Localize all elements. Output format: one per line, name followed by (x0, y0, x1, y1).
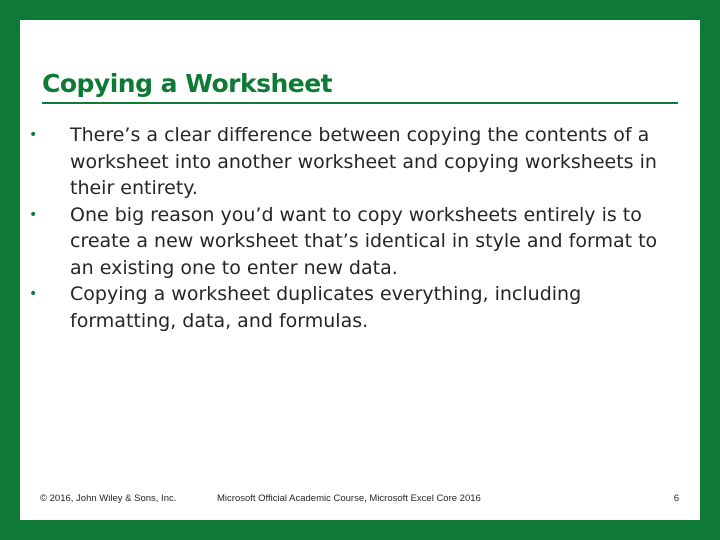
bullet-marker: • (29, 286, 38, 302)
bullet-item (20, 281, 700, 334)
bullet-list (20, 122, 700, 334)
bullet-marker: • (29, 127, 38, 143)
bullet-item (20, 122, 700, 202)
footer-page-number: 6 (673, 493, 679, 504)
slide-title: Copying a Worksheet (42, 69, 333, 98)
bullet-text: One big reason you’d want to copy worksheets entirely is to create a new worksheet that’s identical in style and format to an existing one to enter new data. (70, 203, 658, 279)
footer-course: Microsoft Official Academic Course, Microsoft Excel Core 2016 (217, 493, 481, 504)
bullet-text: Copying a worksheet duplicates everything, including formatting, data, and formulas. (70, 283, 582, 332)
bullet-text: There’s a clear difference between copying the contents of a worksheet into another worksheet and copying worksheets in their entirety. (70, 124, 657, 199)
bullet-item (20, 202, 700, 282)
slide (20, 20, 700, 520)
footer-copyright: © 2016, John Wiley & Sons, Inc. (40, 493, 177, 504)
bullet-marker: • (29, 206, 38, 223)
title-divider (42, 102, 678, 104)
